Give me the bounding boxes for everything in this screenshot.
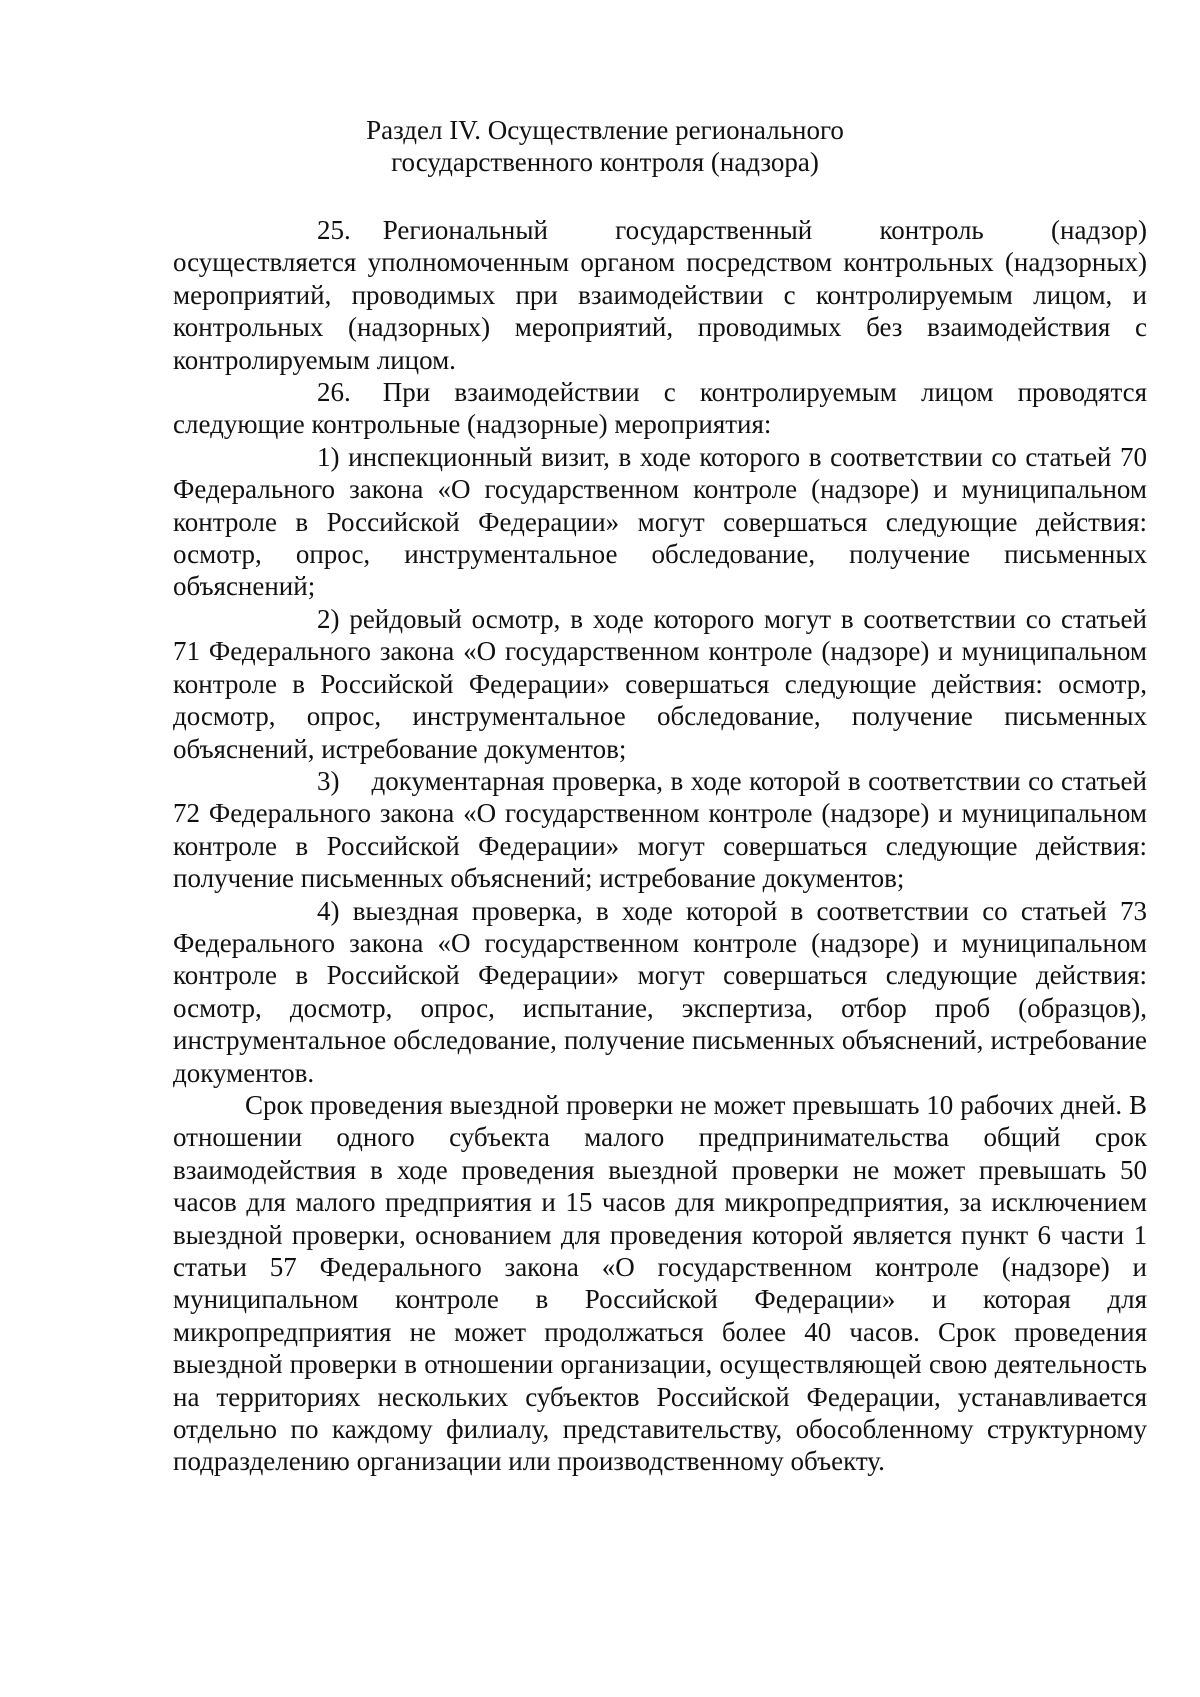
paragraph-26	[173, 376, 1147, 441]
paragraph-text: Срок проведения выездной проверки не может превышать 10 рабочих дней. В отношении одного субъекта малого предпринимательства общий срок взаимодействия в ходе проведения выездной проверки не может превышать 50 часов для малого предприятия и 15 часов для микропредприятия, за исключением выездной проверки, основанием для проведения которой является пункт 6 части 1 статьи 57 Федерального закона «О государственном контроле (надзоре) и муниципальном контроле в Российской Федерации» и которая для микропредприятия не может продолжаться более 40 часов. Срок проведения выездной проверки в отношении организации, осуществляющей свою деятельность на территориях нескольких субъектов Российской Федерации, устанавливается отдельно по каждому филиалу, представительству, обособленному структурному подразделению организации или производственному объекту.	[173, 1089, 1147, 1477]
paragraph-text: При взаимодействии с контролируемым лицом проводятся следующие контрольные (надзорные) мероприятия:	[173, 377, 1147, 440]
list-item-text: документарная проверка, в ходе которой в соответствии со статьей 72 Федерального закона «О государственном контроле (надзоре) и муниципальном контроле в Российской Федерации» могут совершаться следующие действия: получение письменных объяснений; истребование документов;	[173, 765, 1147, 894]
list-item-number: 4)	[317, 895, 340, 926]
list-item-3	[173, 765, 1147, 895]
list-item-2	[173, 603, 1147, 765]
section-title-line-2: государственного контроля (надзора)	[391, 147, 819, 177]
section-heading	[0, 114, 1200, 178]
list-item-1	[173, 441, 1147, 603]
list-item-4	[173, 895, 1147, 1089]
paragraph-number: 25.	[317, 215, 351, 245]
paragraph-25	[173, 214, 1147, 376]
list-item-text: выездная проверка, в ходе которой в соответствии со статьей 73 Федерального закона «О государственном контроле (надзоре) и муниципальном контроле в Российской Федерации» могут совершаться следующие действия: осмотр, досмотр, опрос, испытание, экспертиза, отбор проб (образцов), инструментальное обследование, получение письменных объяснений, истребование документов.	[173, 895, 1147, 1088]
document-body	[173, 214, 1147, 1478]
list-item-text: рейдовый осмотр, в ходе которого могут в соответствии со статьей 71 Федерального закона «О государственном контроле (надзоре) и муниципальном контроле в Российской Федерации» совершаться следующие действия: осмотр, досмотр, опрос, инструментальное обследование, получение письменных объяснений, истребование документов;	[173, 603, 1147, 764]
paragraph-number: 26.	[317, 377, 351, 408]
list-item-number: 3)	[317, 765, 340, 796]
section-title-line-1: Раздел IV. Осуществление регионального	[366, 115, 844, 145]
list-item-text: инспекционный визит, в ходе которого в соответствии со статьей 70 Федерального закона «О государственном контроле (надзоре) и муниципальном контроле в Российской Федерации» могут совершаться следующие действия: осмотр, опрос, инструментальное обследование, получение письменных объяснений;	[173, 441, 1147, 602]
paragraph-term	[173, 1089, 1147, 1478]
paragraph-text: Региональный государственный контроль (надзор) осуществляется уполномоченным органом посредством контрольных (надзорных) мероприятий, проводимых при взаимодействии с контролируемым лицом, и контрольных (надзорных) мероприятий, проводимых без взаимодействия с контролируемым лицом.	[173, 215, 1147, 375]
list-item-number: 1)	[317, 441, 340, 472]
list-item-number: 2)	[317, 603, 340, 634]
